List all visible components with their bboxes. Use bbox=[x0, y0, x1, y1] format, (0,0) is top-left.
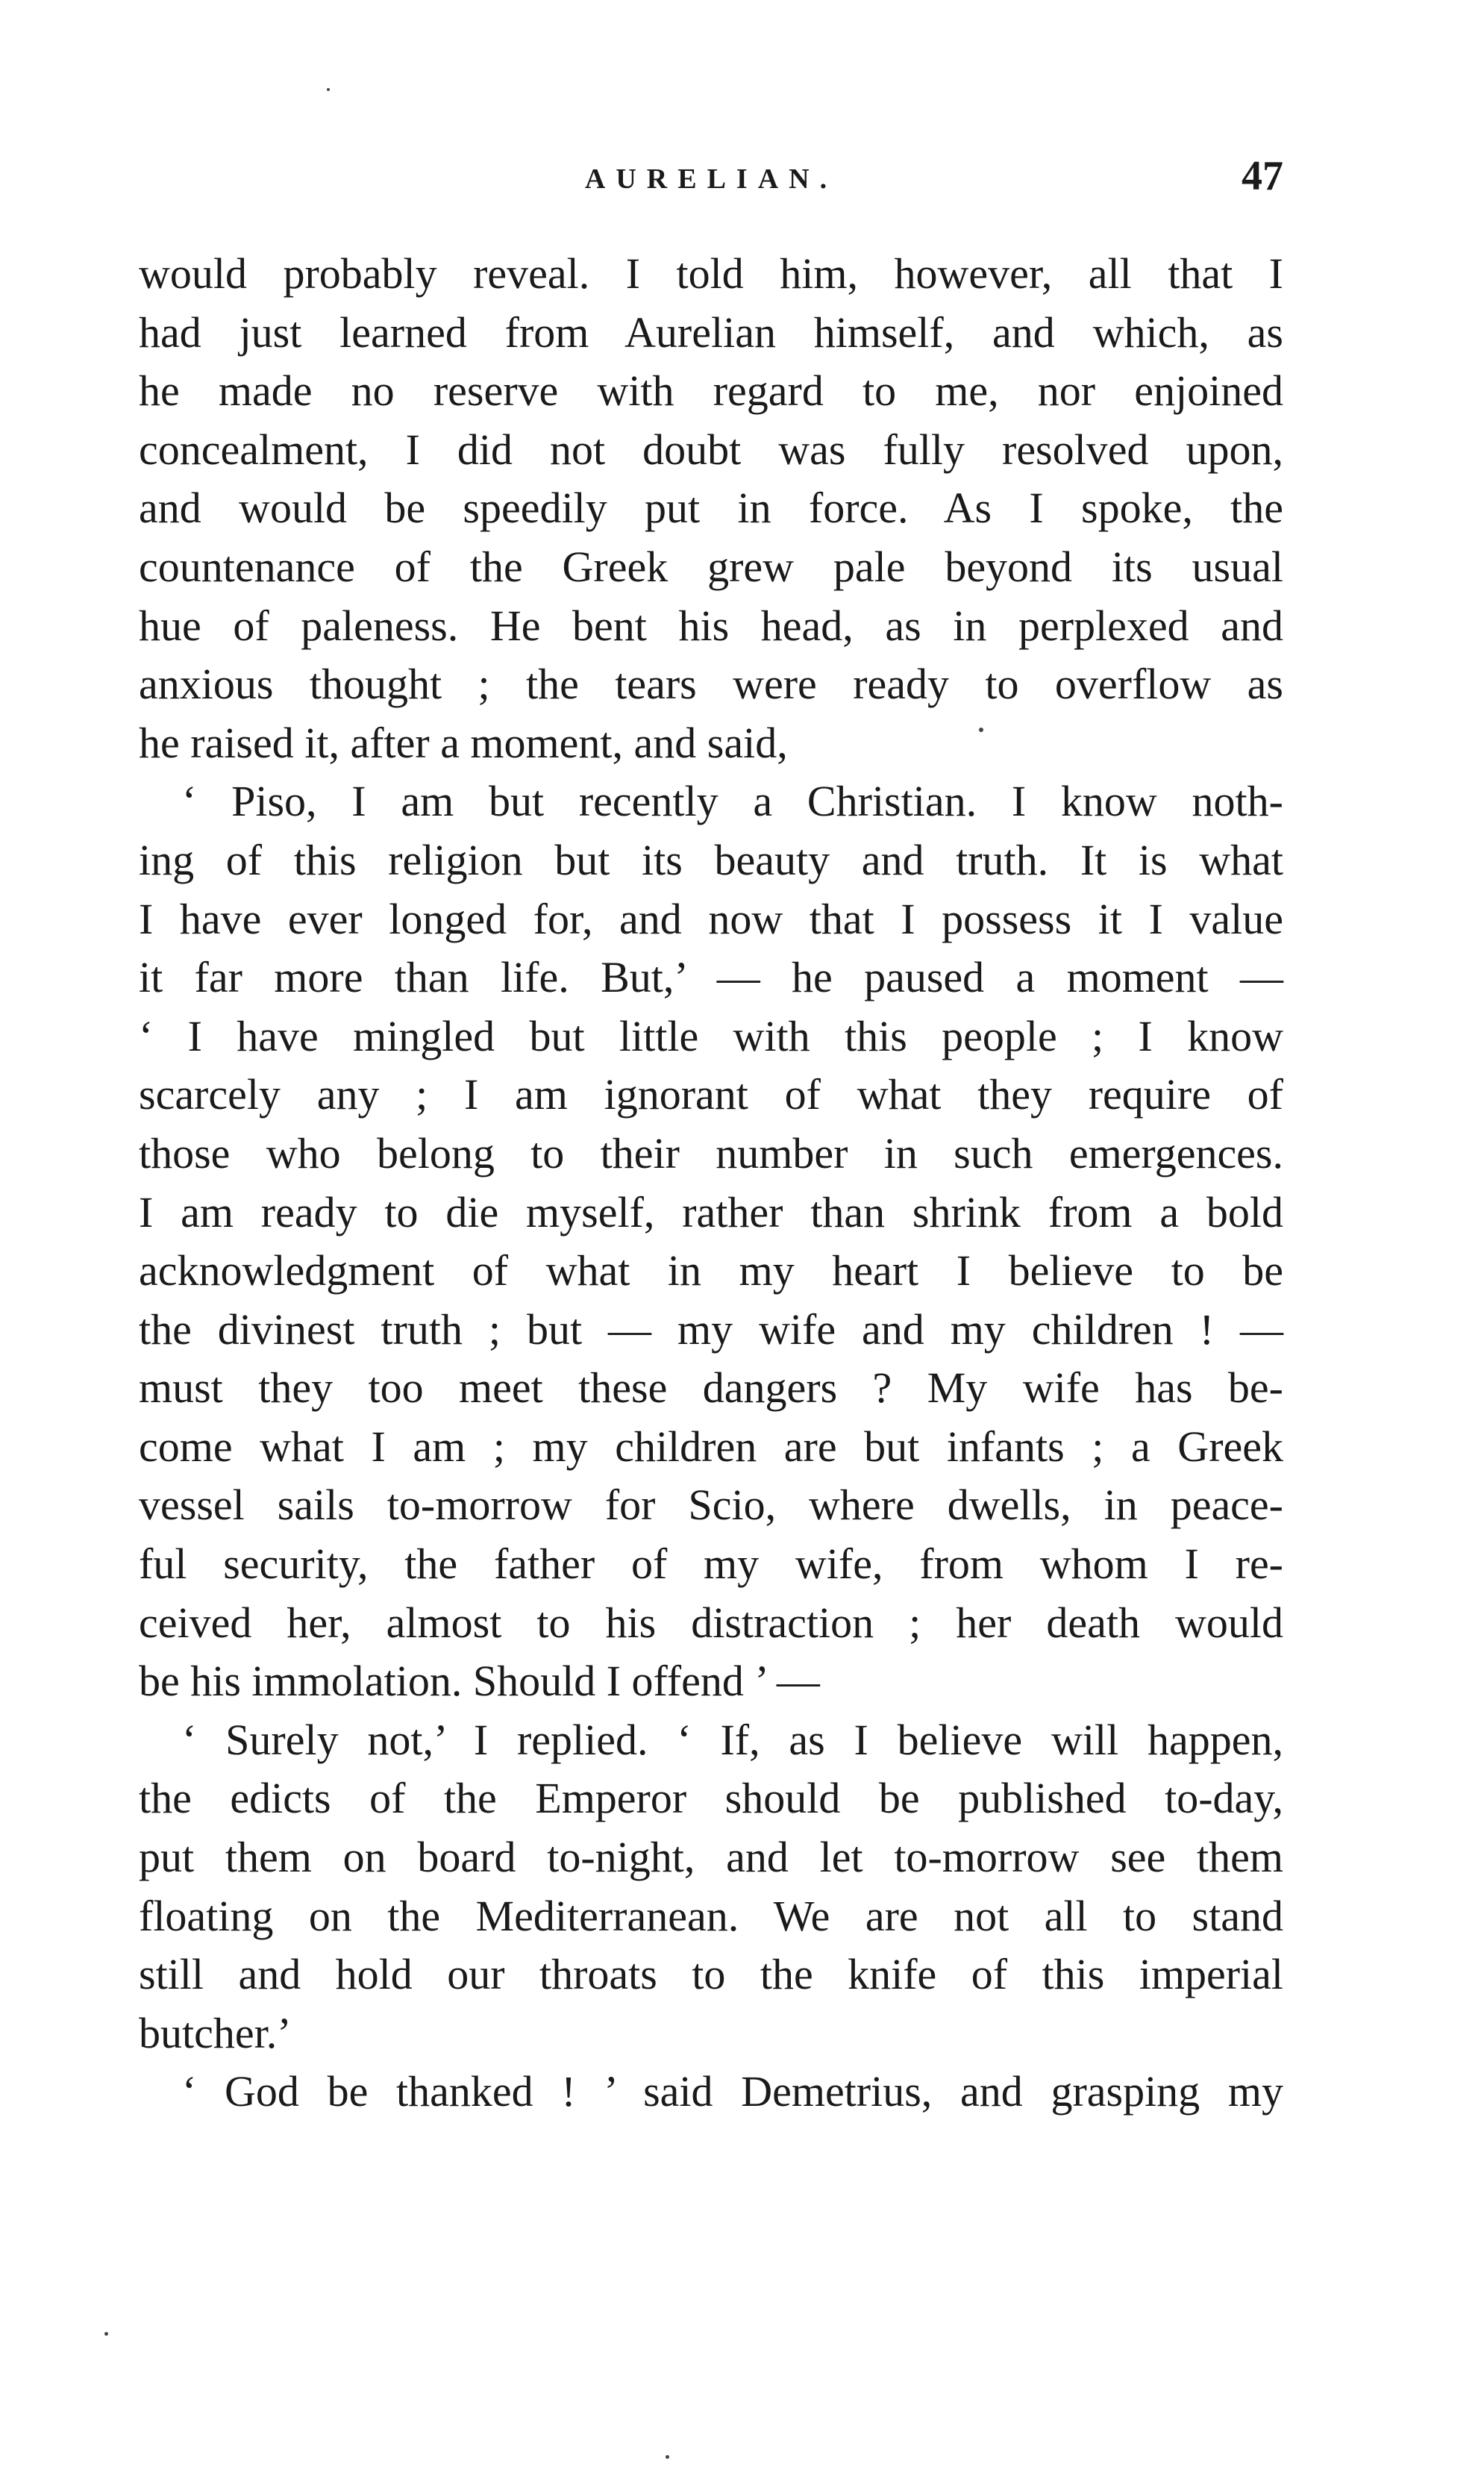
paragraph bbox=[139, 2063, 1283, 2122]
scan-speck bbox=[104, 2332, 108, 2336]
text-line: ‘ Piso, I am but recently a Christian. I know noth- bbox=[182, 777, 1283, 826]
text-line: ful security, the father of my wife, from whom I re- bbox=[139, 1539, 1283, 1589]
text-line: it far more than life. But,’ — he paused a moment — bbox=[139, 953, 1283, 1002]
scan-speck bbox=[979, 728, 983, 732]
text-line: would probably reveal. I told him, however, all that I bbox=[139, 249, 1283, 298]
page-header bbox=[139, 153, 1283, 209]
page-number: 47 bbox=[1242, 153, 1283, 199]
text-line: countenance of the Greek grew pale beyond its usual bbox=[139, 542, 1283, 591]
text-line: ing of this religion but its beauty and truth. It is what bbox=[139, 835, 1283, 884]
text-line: and would be speedily put in force. As I spoke, the bbox=[139, 484, 1283, 533]
text-line: anxious thought ; the tears were ready to overflow as bbox=[139, 660, 1283, 709]
text-line: scarcely any ; I am ignorant of what they require of bbox=[139, 1070, 1283, 1119]
text-line: must they too meet these dangers ? My wife has be- bbox=[139, 1363, 1283, 1413]
scan-speck bbox=[666, 2455, 669, 2459]
text-line: those who belong to their number in such emergences. bbox=[139, 1128, 1283, 1178]
text-line: vessel sails to-morrow for Scio, where dwells, in peace- bbox=[139, 1481, 1283, 1530]
text-line: floating on the Mediterranean. We are not all to stand bbox=[139, 1891, 1283, 1940]
text-line: the edicts of the Emperor should be published to-day, bbox=[139, 1774, 1283, 1823]
text-line: ‘ Surely not,’ I replied. ‘ If, as I believe will happen, bbox=[182, 1715, 1283, 1764]
text-line: concealment, I did not doubt was fully resolved upon, bbox=[139, 425, 1283, 474]
text-line: hue of paleness. He bent his head, as in perplexed and bbox=[139, 601, 1283, 650]
text-line: ‘ God be thanked ! ’ said Demetrius, and grasping my bbox=[182, 2067, 1283, 2116]
text-line: I am ready to die myself, rather than shrink from a bold bbox=[139, 1187, 1283, 1237]
running-head: AURELIAN. bbox=[584, 163, 838, 195]
paragraph bbox=[139, 1711, 1283, 2063]
text-line: I have ever longed for, and now that I possess it I value bbox=[139, 894, 1283, 943]
text-line: come what I am ; my children are but infants ; a Greek bbox=[139, 1422, 1283, 1471]
text-line: he made no reserve with regard to me, nor enjoined bbox=[139, 366, 1283, 416]
text-line: acknowledgment of what in my heart I believe to be bbox=[139, 1246, 1283, 1295]
scan-speck bbox=[327, 88, 330, 91]
text-line: ‘ I have mingled but little with this people ; I know bbox=[139, 1011, 1283, 1060]
text-line: put them on board to-night, and let to-morrow see them bbox=[139, 1833, 1283, 1882]
text-line: had just learned from Aurelian himself, and which, as bbox=[139, 307, 1283, 357]
text-line: be his immolation. Should I offend ’ — bbox=[139, 1657, 820, 1706]
text-line: butcher.’ bbox=[139, 2008, 292, 2057]
text-line: still and hold our throats to the knife of this imperial bbox=[139, 1950, 1283, 1999]
paragraph bbox=[139, 245, 1283, 772]
paragraph bbox=[139, 772, 1283, 1711]
text-line: he raised it, after a moment, and said, bbox=[139, 718, 788, 767]
text-line: ceived her, almost to his distraction ; her death would bbox=[139, 1598, 1283, 1647]
body-text bbox=[139, 245, 1283, 2122]
text-line: the divinest truth ; but — my wife and my children ! — bbox=[139, 1304, 1283, 1354]
